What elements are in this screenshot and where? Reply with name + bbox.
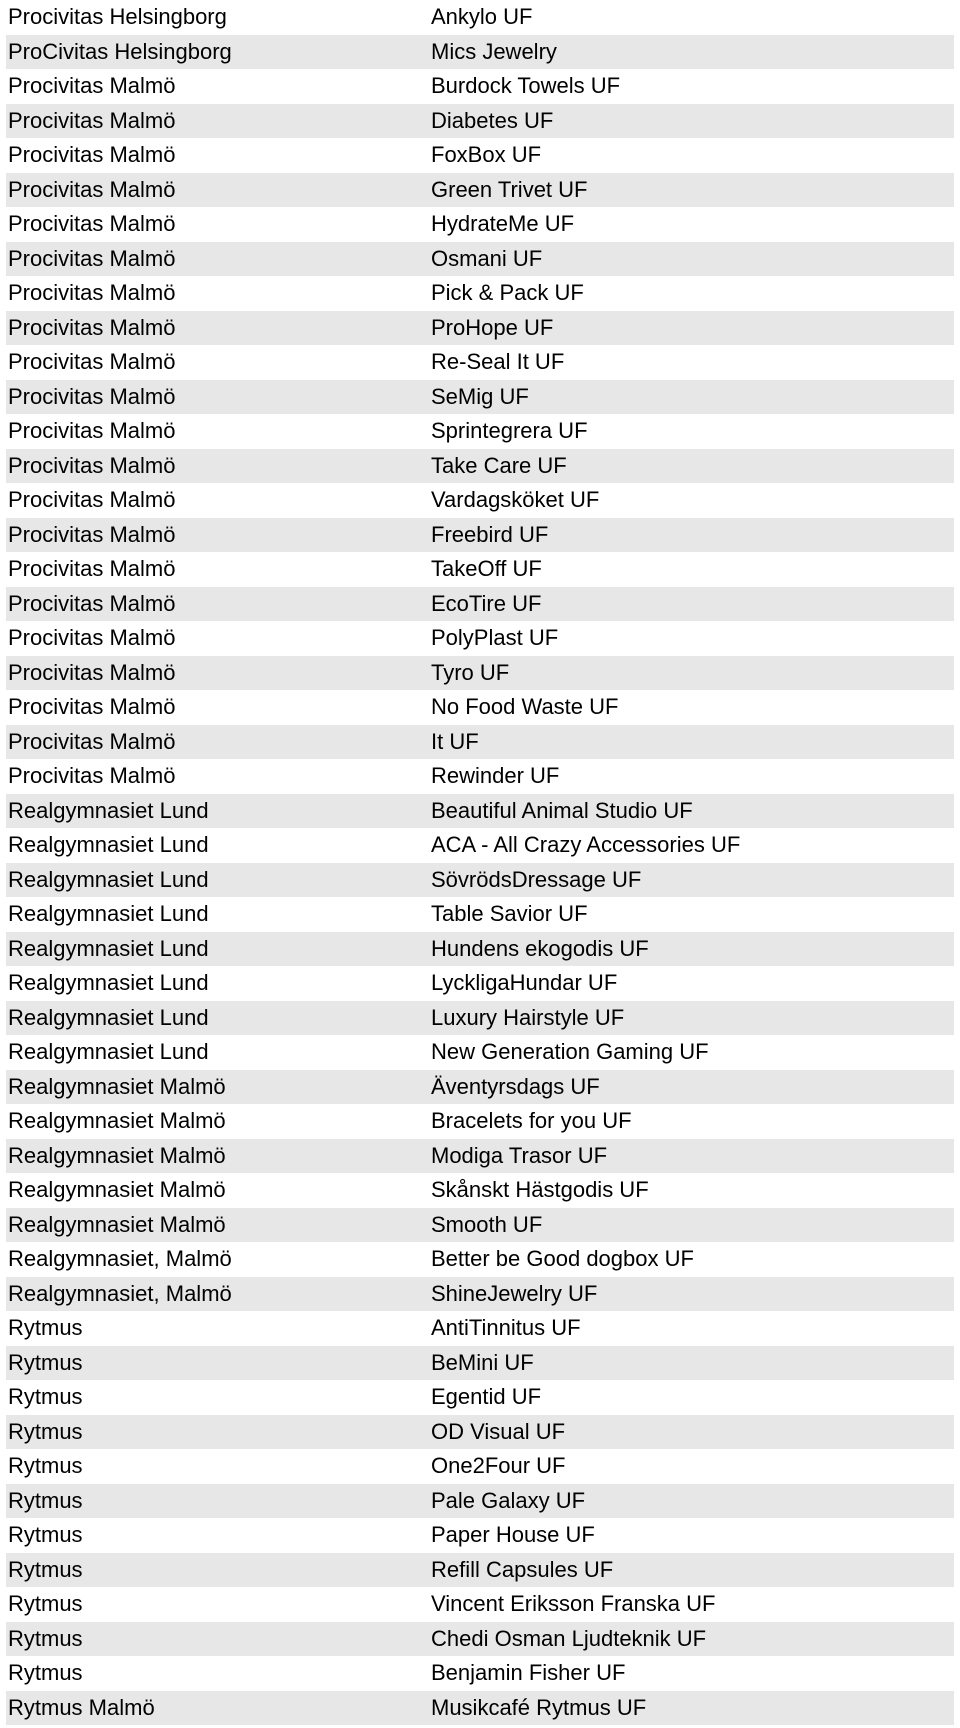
- school-cell: Realgymnasiet Malmö: [8, 1108, 226, 1134]
- school-cell: Realgymnasiet Lund: [8, 797, 209, 823]
- school-cell: Realgymnasiet Lund: [8, 935, 209, 961]
- company-cell: Beautiful Animal Studio UF: [431, 797, 693, 823]
- school-cell: Rytmus: [8, 1556, 83, 1582]
- company-cell: SeMig UF: [431, 383, 529, 409]
- company-cell: Burdock Towels UF: [431, 73, 621, 99]
- school-cell: Procivitas Malmö: [8, 694, 176, 720]
- company-cell: OD Visual UF: [431, 1418, 566, 1444]
- table-row: [6, 759, 954, 794]
- school-cell: Procivitas Malmö: [8, 625, 176, 651]
- company-cell: Vardagsköket UF: [431, 487, 600, 513]
- table-row: [6, 449, 954, 484]
- table-row: [6, 1380, 954, 1415]
- company-cell: Äventyrsdags UF: [431, 1073, 600, 1099]
- company-cell: New Generation Gaming UF: [431, 1039, 709, 1065]
- table-row: [6, 932, 954, 967]
- company-cell: Refill Capsules UF: [431, 1556, 614, 1582]
- school-cell: Rytmus: [8, 1418, 83, 1444]
- school-cell: Rytmus: [8, 1315, 83, 1341]
- table-row: [6, 1553, 954, 1588]
- table-row: [6, 483, 954, 518]
- table-row: [6, 276, 954, 311]
- table-row: [6, 311, 954, 346]
- school-cell: Procivitas Malmö: [8, 383, 176, 409]
- table-row: [6, 1622, 954, 1657]
- school-cell: Realgymnasiet Lund: [8, 901, 209, 927]
- table-row: [6, 1587, 954, 1622]
- table-row: [6, 621, 954, 656]
- table-row: [6, 1035, 954, 1070]
- company-cell: Smooth UF: [431, 1211, 543, 1237]
- table-row: [6, 518, 954, 553]
- company-cell: Better be Good dogbox UF: [431, 1246, 694, 1272]
- school-cell: Rytmus: [8, 1349, 83, 1375]
- school-cell: Procivitas Malmö: [8, 590, 176, 616]
- school-cell: Rytmus: [8, 1487, 83, 1513]
- company-cell: Tyro UF: [431, 659, 510, 685]
- school-cell: Realgymnasiet, Malmö: [8, 1280, 232, 1306]
- table-row: [6, 1208, 954, 1243]
- table-row: [6, 138, 954, 173]
- table-row: [6, 35, 954, 70]
- company-cell: PolyPlast UF: [431, 625, 559, 651]
- table-row: [6, 69, 954, 104]
- school-cell: Procivitas Malmö: [8, 487, 176, 513]
- company-cell: Pale Galaxy UF: [431, 1487, 586, 1513]
- school-cell: Realgymnasiet Lund: [8, 970, 209, 996]
- company-cell: Ankylo UF: [431, 4, 533, 30]
- table-row: [6, 1139, 954, 1174]
- company-cell: One2Four UF: [431, 1453, 566, 1479]
- company-cell: Pick & Pack UF: [431, 280, 584, 306]
- school-cell: Procivitas Malmö: [8, 176, 176, 202]
- company-cell: Egentid UF: [431, 1384, 542, 1410]
- company-cell: Modiga Trasor UF: [431, 1142, 608, 1168]
- company-cell: Sprintegrera UF: [431, 418, 588, 444]
- school-cell: ProCivitas Helsingborg: [8, 38, 232, 64]
- school-cell: Procivitas Malmö: [8, 314, 176, 340]
- company-cell: Osmani UF: [431, 245, 543, 271]
- table-row: [6, 966, 954, 1001]
- company-cell: No Food Waste UF: [431, 694, 619, 720]
- company-cell: It UF: [431, 728, 479, 754]
- table-row: [6, 1311, 954, 1346]
- school-cell: Rytmus: [8, 1591, 83, 1617]
- school-cell: Procivitas Malmö: [8, 107, 176, 133]
- company-cell: Chedi Osman Ljudteknik UF: [431, 1625, 707, 1651]
- table-row: [6, 828, 954, 863]
- company-cell: ProHope UF: [431, 314, 554, 340]
- school-cell: Procivitas Malmö: [8, 521, 176, 547]
- school-cell: Realgymnasiet, Malmö: [8, 1246, 232, 1272]
- school-cell: Procivitas Helsingborg: [8, 4, 227, 30]
- company-cell: BeMini UF: [431, 1349, 534, 1375]
- company-cell: Vincent Eriksson Franska UF: [431, 1591, 716, 1617]
- school-cell: Realgymnasiet Malmö: [8, 1142, 226, 1168]
- company-cell: Musikcafé Rytmus UF: [431, 1694, 647, 1720]
- table-row: [6, 552, 954, 587]
- table-row: [6, 794, 954, 829]
- company-cell: Take Care UF: [431, 452, 567, 478]
- company-cell: Skånskt Hästgodis UF: [431, 1177, 649, 1203]
- company-cell: ShineJewelry UF: [431, 1280, 598, 1306]
- school-cell: Procivitas Malmö: [8, 556, 176, 582]
- table-row: [6, 1001, 954, 1036]
- table-row: [6, 104, 954, 139]
- table-row: [6, 863, 954, 898]
- school-cell: Realgymnasiet Malmö: [8, 1177, 226, 1203]
- table-row: [6, 656, 954, 691]
- company-cell: HydrateMe UF: [431, 211, 575, 237]
- table-row: [6, 242, 954, 277]
- company-cell: SövrödsDressage UF: [431, 866, 642, 892]
- school-cell: Realgymnasiet Lund: [8, 1004, 209, 1030]
- company-cell: AntiTinnitus UF: [431, 1315, 581, 1341]
- table-row: [6, 1518, 954, 1553]
- school-cell: Rytmus: [8, 1660, 83, 1686]
- table-row: [6, 1070, 954, 1105]
- school-cell: Procivitas Malmö: [8, 418, 176, 444]
- table-row: [6, 173, 954, 208]
- company-cell: TakeOff UF: [431, 556, 542, 582]
- school-cell: Procivitas Malmö: [8, 728, 176, 754]
- school-cell: Procivitas Malmö: [8, 245, 176, 271]
- school-cell: Procivitas Malmö: [8, 211, 176, 237]
- company-cell: Freebird UF: [431, 521, 549, 547]
- company-cell: Mics Jewelry: [431, 38, 557, 64]
- table-row: [6, 1277, 954, 1312]
- school-cell: Procivitas Malmö: [8, 763, 176, 789]
- table-row: [6, 1449, 954, 1484]
- school-cell: Realgymnasiet Malmö: [8, 1211, 226, 1237]
- school-cell: Procivitas Malmö: [8, 73, 176, 99]
- table-row: [6, 587, 954, 622]
- school-cell: Realgymnasiet Malmö: [8, 1073, 226, 1099]
- company-cell: Rewinder UF: [431, 763, 560, 789]
- company-cell: Paper House UF: [431, 1522, 595, 1548]
- table-row: [6, 1484, 954, 1519]
- table-row: [6, 345, 954, 380]
- table-row: [6, 1173, 954, 1208]
- school-cell: Rytmus: [8, 1453, 83, 1479]
- table-row: [6, 897, 954, 932]
- table-row: [6, 1242, 954, 1277]
- school-cell: Procivitas Malmö: [8, 659, 176, 685]
- company-cell: Diabetes UF: [431, 107, 554, 133]
- company-cell: Re-Seal It UF: [431, 349, 565, 375]
- school-cell: Realgymnasiet Lund: [8, 832, 209, 858]
- company-cell: Table Savior UF: [431, 901, 588, 927]
- company-cell: FoxBox UF: [431, 142, 542, 168]
- school-cell: Procivitas Malmö: [8, 142, 176, 168]
- company-cell: LyckligaHundar UF: [431, 970, 618, 996]
- company-cell: Green Trivet UF: [431, 176, 588, 202]
- school-cell: Procivitas Malmö: [8, 452, 176, 478]
- school-cell: Realgymnasiet Lund: [8, 866, 209, 892]
- company-cell: Luxury Hairstyle UF: [431, 1004, 625, 1030]
- table-row: [6, 690, 954, 725]
- company-cell: ACA - All Crazy Accessories UF: [431, 832, 741, 858]
- school-cell: Rytmus: [8, 1625, 83, 1651]
- table-row: [6, 0, 954, 35]
- school-cell: Rytmus: [8, 1384, 83, 1410]
- school-cell: Procivitas Malmö: [8, 349, 176, 375]
- company-cell: Bracelets for you UF: [431, 1108, 632, 1134]
- table-row: [6, 1346, 954, 1381]
- table-row: [6, 1104, 954, 1139]
- table-row: [6, 380, 954, 415]
- company-cell: Benjamin Fisher UF: [431, 1660, 626, 1686]
- company-cell: Hundens ekogodis UF: [431, 935, 649, 961]
- company-cell: EcoTire UF: [431, 590, 542, 616]
- school-cell: Realgymnasiet Lund: [8, 1039, 209, 1065]
- table-row: [6, 1656, 954, 1691]
- table-row: [6, 1415, 954, 1450]
- table-row: [6, 1691, 954, 1726]
- school-cell: Rytmus Malmö: [8, 1694, 155, 1720]
- table-row: [6, 207, 954, 242]
- school-cell: Procivitas Malmö: [8, 280, 176, 306]
- table-row: [6, 725, 954, 760]
- table-row: [6, 414, 954, 449]
- school-cell: Rytmus: [8, 1522, 83, 1548]
